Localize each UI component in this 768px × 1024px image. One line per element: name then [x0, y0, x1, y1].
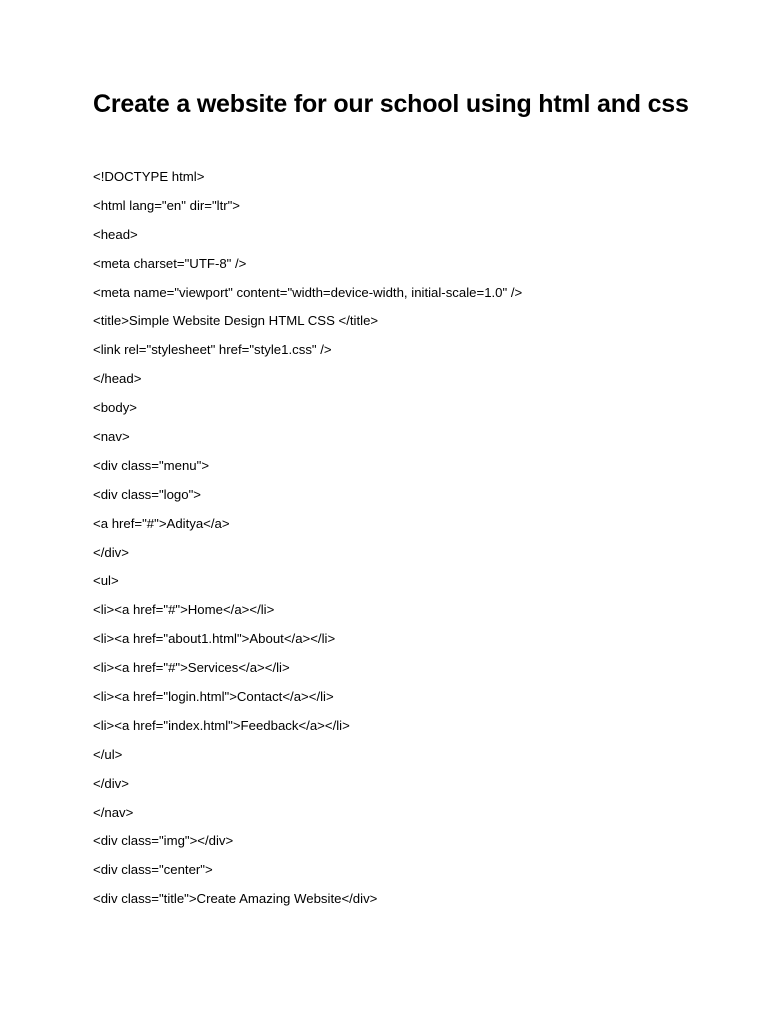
- code-line: </head>: [93, 371, 142, 387]
- code-line: <a href="#">Aditya</a>: [93, 515, 230, 531]
- code-line: </div>: [93, 775, 129, 791]
- code-line: <title>Simple Website Design HTML CSS </title>: [93, 313, 379, 329]
- code-line: <html lang="en" dir="ltr">: [93, 197, 241, 213]
- code-line: </ul>: [93, 746, 123, 762]
- code-line: <!DOCTYPE html>: [93, 169, 205, 184]
- code-line: <div class="menu">: [93, 457, 210, 473]
- code-line: <body>: [93, 400, 137, 416]
- code-line: <li><a href="#">Home</a></li>: [93, 602, 275, 618]
- code-line: <div class="center">: [93, 862, 213, 878]
- code-line: </div>: [93, 544, 129, 560]
- code-line: <ul>: [93, 573, 119, 589]
- code-listing: [93, 166, 713, 917]
- code-line: <li><a href="about1.html">About</a></li>: [93, 631, 336, 647]
- code-line: <link rel="stylesheet" href="style1.css" />: [93, 342, 332, 358]
- document-title: Create a website for our school using html and css: [93, 90, 689, 118]
- code-line: <head>: [93, 226, 138, 242]
- code-line: <div class="logo">: [93, 486, 201, 502]
- code-line: </nav>: [93, 804, 134, 820]
- code-line: <li><a href="#">Services</a></li>: [93, 660, 290, 676]
- code-line: <li><a href="index.html">Feedback</a></li>: [93, 717, 350, 733]
- code-line: <meta name="viewport" content="width=device-width, initial-scale=1.0" />: [93, 284, 523, 300]
- code-line: <div class="img"></div>: [93, 833, 234, 849]
- code-line: <li><a href="login.html">Contact</a></li>: [93, 689, 334, 705]
- code-line: <meta charset="UTF-8" />: [93, 255, 247, 271]
- code-line: <div class="title">Create Amazing Website</div>: [93, 891, 378, 907]
- code-line: <nav>: [93, 429, 130, 445]
